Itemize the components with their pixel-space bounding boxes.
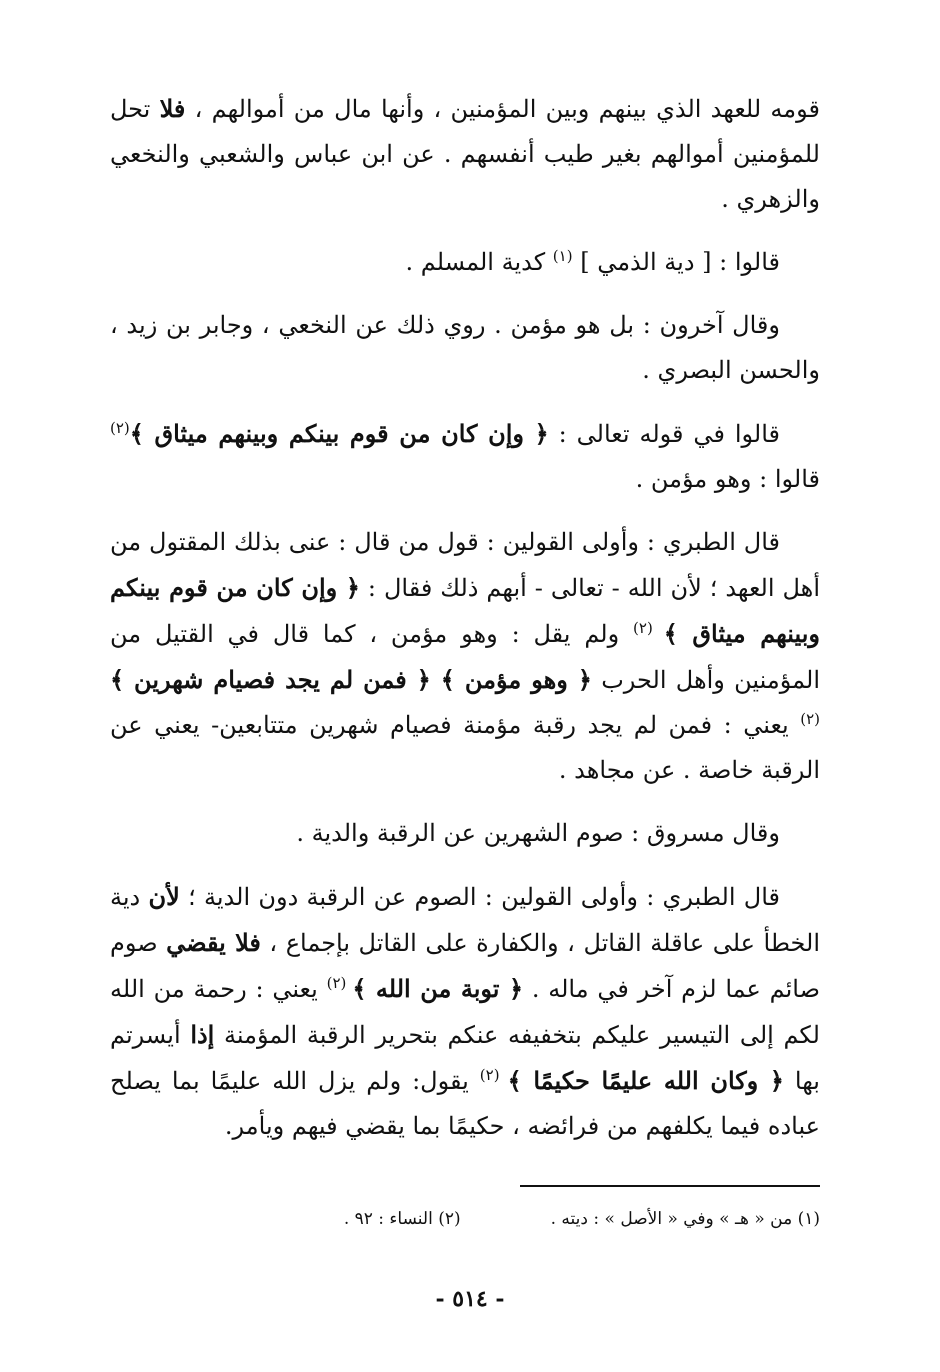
text-segment: وقال مسروق : صوم الشهرين عن الرقبة والدية .: [296, 819, 780, 847]
page-body: [110, 86, 820, 1149]
footnote-ref: (٢): [326, 974, 353, 992]
text-segment: وقال آخرون : بل هو مؤمن . روي ذلك عن النخعي ، وجابر بن زيد ، والحسن البصري .: [110, 311, 820, 384]
quran-verse: إذا: [190, 1020, 215, 1049]
paragraph-1: [110, 86, 820, 222]
page-number: - ٥١٤ -: [435, 1286, 505, 1312]
text-segment: قالوا : وهو مؤمن .: [635, 465, 820, 493]
quran-verse: ﴿ وإن كان من قوم بينكم وبينهم ميثاق ﴾: [110, 573, 820, 648]
text-segment: قالوا في قوله تعالى :: [548, 420, 781, 448]
footnote-ref: (١): [552, 247, 573, 265]
text-segment: قال الطبري : وأولى القولين : الصوم عن الرقبة دون الدية ؛: [179, 883, 780, 911]
footnote-ref: (٢): [800, 710, 820, 728]
quran-verse: ﴿ توبة من الله ﴾: [352, 974, 524, 1003]
footnote-ref: (٢): [110, 419, 130, 437]
quran-verse: ﴿ وكان الله عليمًا حكيمًا ﴾: [507, 1066, 784, 1095]
footnote-ref: (٢): [633, 619, 664, 637]
text-segment: كدية المسلم .: [405, 248, 553, 276]
text-segment: قالوا : [ دية الذمي ]: [572, 248, 780, 276]
text-segment: يعني : فمن لم يجد رقبة مؤمنة فصيام شهرين متتابعين- يعني عن الرقبة خاصة . عن مجاهد .: [110, 711, 820, 784]
footnote-2: (٢) النساء : ٩٢ .: [343, 1209, 461, 1229]
quran-verse: لأن: [148, 882, 180, 911]
footnote-ref: (٢): [479, 1066, 508, 1084]
paragraph-3: [110, 303, 820, 393]
footnote-divider: [520, 1185, 820, 1187]
paragraph-7: [110, 874, 820, 1149]
text-segment: قومه للعهد الذي بينهم وبين المؤمنين ، وأنها مال من أموالهم ،: [185, 95, 820, 123]
text-segment: أيسرتم بها: [110, 1021, 820, 1095]
paragraph-2: [110, 240, 820, 285]
footnote-1: (١) من « هـ » وفي « الأصل » : ديته .: [550, 1209, 820, 1229]
quran-verse: ﴿ وهو مؤمن ﴾ ﴿ فمن لم يجد فصيام شهرين ﴾: [110, 665, 592, 694]
paragraph-4: [110, 411, 820, 502]
paragraph-5: [110, 520, 820, 793]
text-segment: ولم يقل : وهو مؤمن ، كما قال في القتيل من المؤمنين وأهل الحرب: [110, 620, 820, 694]
quran-verse: ﴿ وإن كان من قوم بينكم وبينهم ميثاق ﴾: [129, 419, 549, 448]
text-segment: تحل للمؤمنين أموالهم بغير طيب أنفسهم . عن ابن عباس والشعبي والنخعي والزهري .: [110, 95, 820, 213]
footnotes: [120, 1205, 820, 1233]
paragraph-6: [110, 811, 820, 856]
text-segment: يقول: ولم يزل الله عليمًا بما يصلح عباده فيما يكلفهم من فرائضه ، حكيمًا بما يقضي فيهم ويأمر.: [110, 1067, 820, 1140]
text-segment: دية الخطأ على عاقلة القاتل ، والكفارة على القاتل بإجماع ،: [110, 883, 820, 957]
quran-verse: فلا: [159, 94, 186, 123]
quran-verse: فلا يقضي: [166, 928, 261, 957]
text-segment: صوم صائم عما لزم آخر في ماله .: [110, 929, 820, 1003]
text-segment: يعني : رحمة من الله لكم إلى التيسير عليكم بتخفيفه عنكم بتحرير الرقبة المؤمنة: [110, 975, 820, 1049]
text-segment: قال الطبري : وأولى القولين : قول من قال : عنى بذلك المقتول من أهل العهد ؛ لأن الله - تعالى - أبهم ذلك فقال :: [110, 528, 820, 602]
